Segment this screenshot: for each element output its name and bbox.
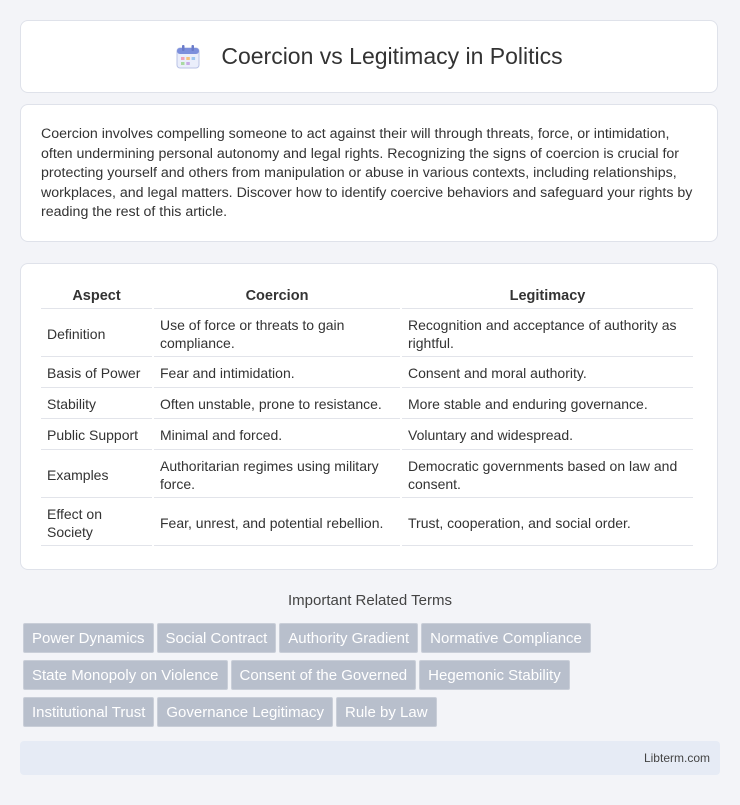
cell-legitimacy: Voluntary and widespread. bbox=[402, 421, 693, 450]
cell-aspect: Stability bbox=[41, 390, 152, 419]
cell-legitimacy: Democratic governments based on law and consent. bbox=[402, 452, 693, 498]
related-terms-list bbox=[23, 623, 723, 734]
comparison-table-card bbox=[20, 263, 718, 570]
related-term-tag[interactable]: State Monopoly on Violence bbox=[23, 660, 228, 690]
cell-legitimacy: Recognition and acceptance of authority as rightful. bbox=[402, 311, 693, 357]
cell-aspect: Basis of Power bbox=[41, 359, 152, 388]
related-term-tag[interactable]: Normative Compliance bbox=[421, 623, 591, 653]
calendar-icon bbox=[175, 44, 201, 70]
cell-coercion: Minimal and forced. bbox=[154, 421, 400, 450]
cell-coercion: Authoritarian regimes using military force. bbox=[154, 452, 400, 498]
related-term-tag[interactable]: Power Dynamics bbox=[23, 623, 154, 653]
footer-site-link[interactable]: Libterm.com bbox=[643, 751, 710, 765]
table-row bbox=[41, 359, 693, 388]
table-header-row bbox=[41, 284, 693, 309]
cell-aspect: Definition bbox=[41, 311, 152, 357]
related-term-tag[interactable]: Consent of the Governed bbox=[231, 660, 417, 690]
cell-coercion: Fear and intimidation. bbox=[154, 359, 400, 388]
title-card bbox=[20, 20, 718, 93]
header-aspect: Aspect bbox=[41, 284, 152, 309]
intro-card bbox=[20, 104, 718, 242]
page-title: Coercion vs Legitimacy in Politics bbox=[221, 43, 563, 69]
comparison-table bbox=[39, 282, 695, 548]
table-row bbox=[41, 452, 693, 498]
footer bbox=[20, 741, 720, 775]
related-term-tag[interactable]: Institutional Trust bbox=[23, 697, 154, 727]
header-coercion: Coercion bbox=[154, 284, 400, 309]
intro-paragraph: Coercion involves compelling someone to act against their will through threats, force, or intimidation, often undermining personal autonomy and legal rights. Recognizing the signs of coercion is crucial for protecting yourself and others from manipulation or abuse in various contexts, including relationships, workplaces, and legal matters. Discover how to identify coercive behaviors and safeguard your rights by reading the rest of this article. bbox=[41, 126, 693, 220]
related-term-tag[interactable]: Governance Legitimacy bbox=[157, 697, 333, 727]
cell-aspect: Public Support bbox=[41, 421, 152, 450]
related-terms-heading: Important Related Terms bbox=[288, 592, 452, 609]
cell-coercion: Fear, unrest, and potential rebellion. bbox=[154, 500, 400, 546]
header-legitimacy: Legitimacy bbox=[402, 284, 693, 309]
cell-legitimacy: Consent and moral authority. bbox=[402, 359, 693, 388]
related-term-tag[interactable]: Authority Gradient bbox=[279, 623, 418, 653]
table-row bbox=[41, 500, 693, 546]
cell-aspect: Effect on Society bbox=[41, 500, 152, 546]
related-term-tag[interactable]: Rule by Law bbox=[336, 697, 437, 727]
cell-aspect: Examples bbox=[41, 452, 152, 498]
cell-coercion: Often unstable, prone to resistance. bbox=[154, 390, 400, 419]
table-row bbox=[41, 390, 693, 419]
related-term-tag[interactable]: Social Contract bbox=[157, 623, 277, 653]
cell-legitimacy: More stable and enduring governance. bbox=[402, 390, 693, 419]
table-row bbox=[41, 311, 693, 357]
related-term-tag[interactable]: Hegemonic Stability bbox=[419, 660, 570, 690]
cell-coercion: Use of force or threats to gain compliance. bbox=[154, 311, 400, 357]
table-row bbox=[41, 421, 693, 450]
cell-legitimacy: Trust, cooperation, and social order. bbox=[402, 500, 693, 546]
